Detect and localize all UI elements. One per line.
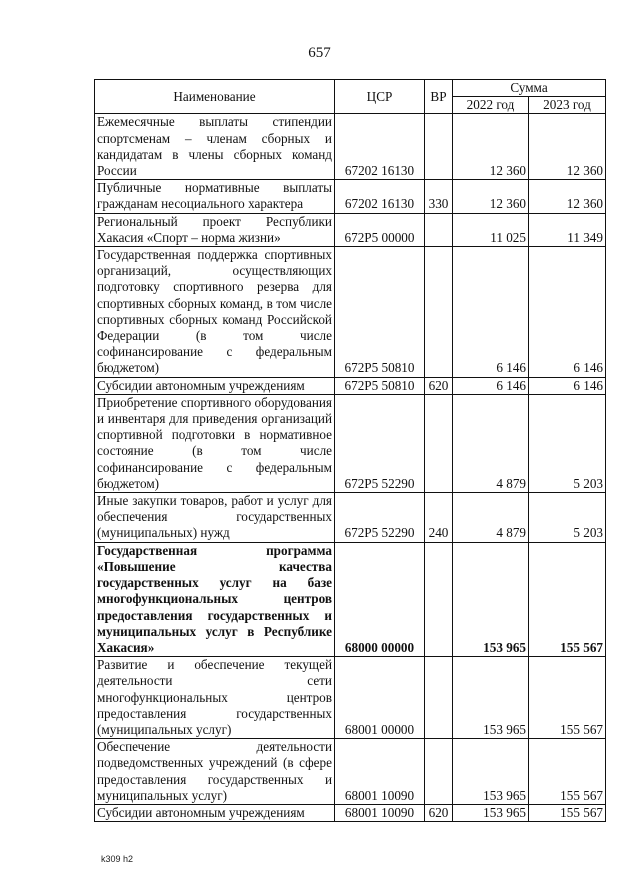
row-sum-2023: 155 567 [529,542,606,656]
table-row [95,804,606,821]
row-name: Приобретение спортивного оборудования и инвентаря для приведения организаций спортивной подготовки в нормативное состояние (в том числе софинансирование с федеральным бюджетом) [95,394,335,492]
row-name: Субсидии автономным учреждениям [95,804,335,821]
row-name: Государственная поддержка спортивных организаций, осуществляющих подготовку спортивного резерва для спортивных сборных команд, в том числе спортивных сборных команд Российской Федерации (в том числе софинансирование с федеральным бюджетом) [95,247,335,378]
row-csr: 68001 10090 [335,804,425,821]
row-sum-2022: 12 360 [453,114,529,180]
table-row [95,394,606,492]
row-sum-2023: 155 567 [529,739,606,805]
table-row [95,180,606,213]
row-name: Субсидии автономным учреждениям [95,377,335,394]
row-name: Региональный проект Республики Хакасия «Спорт – норма жизни» [95,213,335,246]
row-vr: 240 [425,493,453,543]
row-csr: 68001 10090 [335,739,425,805]
header-name: Наименование [95,80,335,114]
table-row [95,493,606,543]
table-row [95,114,606,180]
row-name: Ежемесячные выплаты стипендии спортсменам – членам сборных и кандидатам в члены сборных команд России [95,114,335,180]
table-header [95,80,606,114]
row-vr: 330 [425,180,453,213]
header-year-2022: 2022 год [453,97,529,114]
row-csr: 672P5 52290 [335,493,425,543]
row-sum-2022: 153 965 [453,542,529,656]
row-csr: 672P5 52290 [335,394,425,492]
table-row [95,247,606,378]
row-sum-2023: 11 349 [529,213,606,246]
row-vr [425,213,453,246]
page-number: 657 [308,45,331,61]
row-vr: 620 [425,377,453,394]
row-sum-2023: 155 567 [529,804,606,821]
row-sum-2022: 6 146 [453,247,529,378]
footer-code: k309 h2 [101,854,134,864]
row-csr: 68000 00000 [335,542,425,656]
row-csr: 67202 16130 [335,180,425,213]
row-vr [425,657,453,739]
row-sum-2023: 12 360 [529,180,606,213]
row-sum-2023: 155 567 [529,657,606,739]
row-sum-2022: 4 879 [453,493,529,543]
row-name: Иные закупки товаров, работ и услуг для обеспечения государственных (муниципальных) нужд [95,493,335,543]
row-vr [425,247,453,378]
header-year-2023: 2023 год [529,97,606,114]
row-sum-2023: 6 146 [529,377,606,394]
row-vr: 620 [425,804,453,821]
row-csr: 67202 16130 [335,114,425,180]
table-row [95,739,606,805]
header-sum: Сумма [453,80,606,97]
row-sum-2022: 6 146 [453,377,529,394]
row-name: Государственная программа «Повышение качества государственных услуг на базе многофункциональных центров предоставления государственных и муниципальных услуг в Республике Хакасия» [95,542,335,656]
row-sum-2022: 11 025 [453,213,529,246]
row-sum-2023: 5 203 [529,394,606,492]
row-sum-2022: 4 879 [453,394,529,492]
row-vr [425,739,453,805]
row-sum-2022: 12 360 [453,180,529,213]
row-sum-2022: 153 965 [453,739,529,805]
row-sum-2022: 153 965 [453,804,529,821]
row-name: Обеспечение деятельности подведомственных учреждений (в сфере предоставления государственных и муниципальных услуг) [95,739,335,805]
row-vr [425,542,453,656]
table-row [95,213,606,246]
header-vr: ВР [425,80,453,114]
row-csr: 68001 00000 [335,657,425,739]
row-name: Развитие и обеспечение текущей деятельности сети многофункциональных центров предоставления государственных (муниципальных услуг) [95,657,335,739]
table-row [95,377,606,394]
row-sum-2022: 153 965 [453,657,529,739]
row-name: Публичные нормативные выплаты гражданам несоциального характера [95,180,335,213]
row-vr [425,114,453,180]
table-row [95,542,606,656]
table-row [95,657,606,739]
row-sum-2023: 12 360 [529,114,606,180]
row-csr: 672P5 50810 [335,247,425,378]
row-vr [425,394,453,492]
row-sum-2023: 5 203 [529,493,606,543]
row-csr: 672P5 50810 [335,377,425,394]
header-csr: ЦСР [335,80,425,114]
table-body [95,114,606,822]
row-csr: 672P5 00000 [335,213,425,246]
row-sum-2023: 6 146 [529,247,606,378]
budget-table [94,79,606,822]
